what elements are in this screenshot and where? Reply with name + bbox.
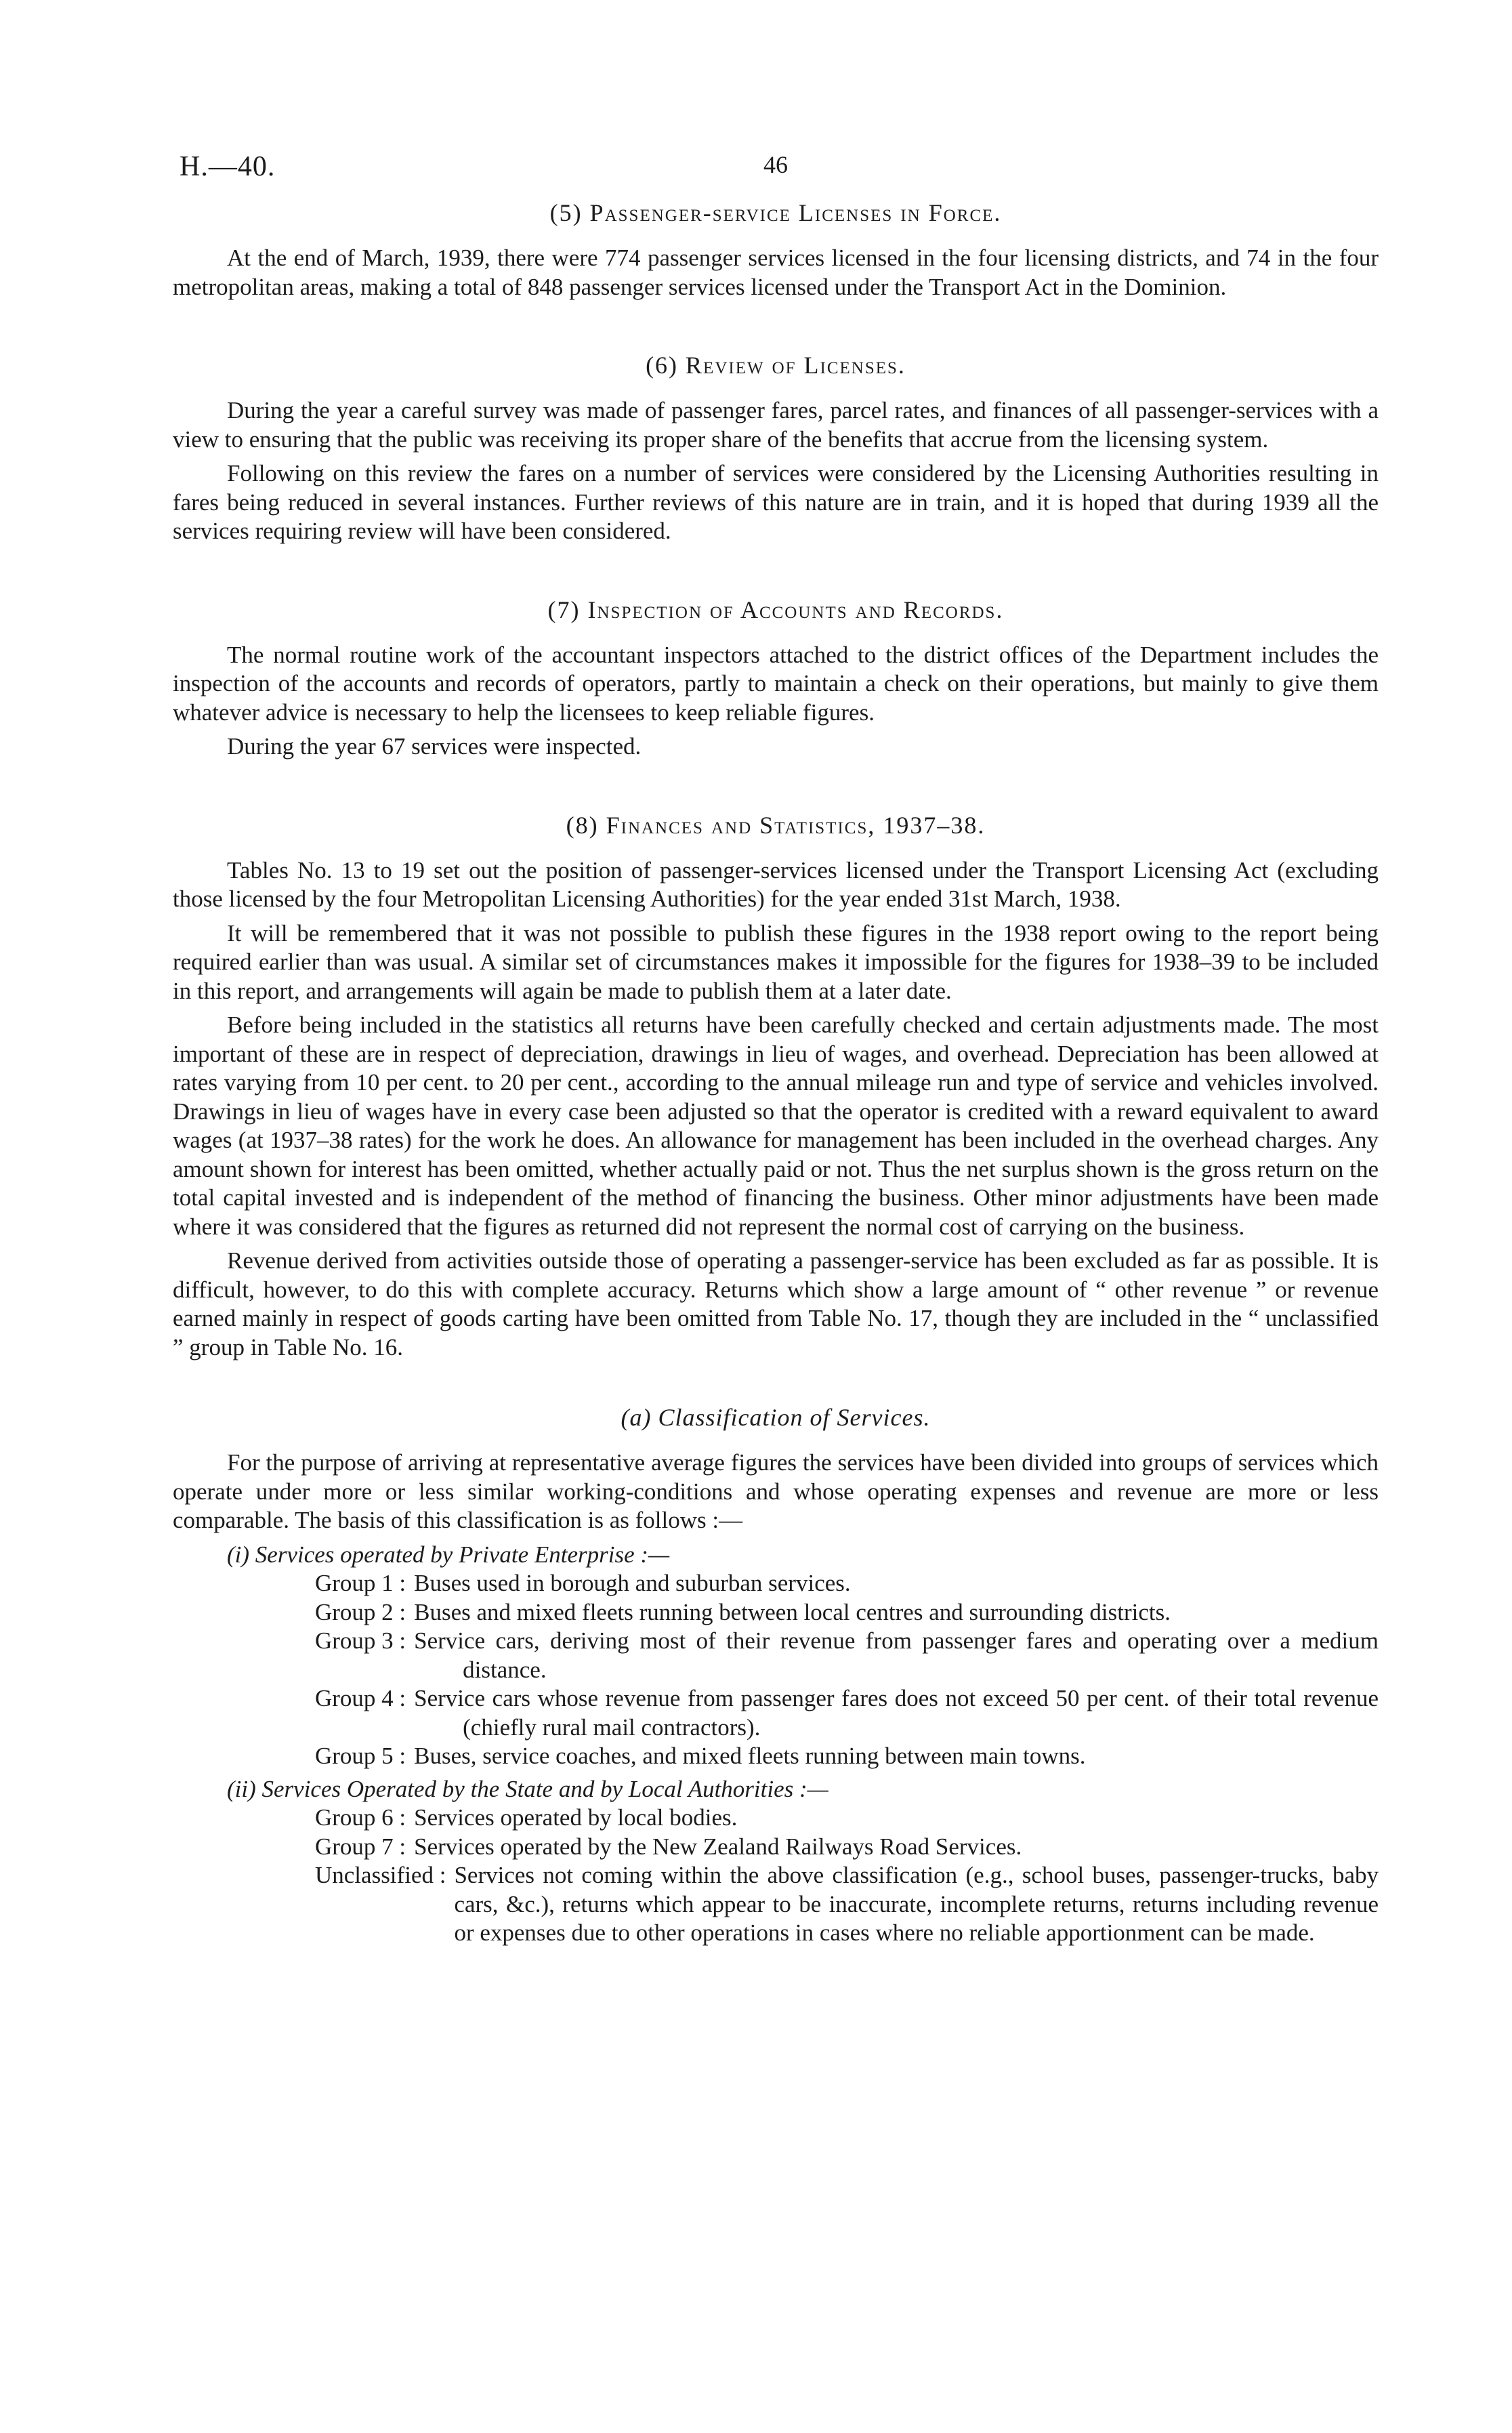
- subsection-heading: (a) Classification of Services.: [621, 1404, 931, 1431]
- group-label: Unclassified :: [315, 1862, 446, 1888]
- group-description: Buses and mixed fleets running between local centres and surrounding districts.: [414, 1598, 1171, 1625]
- group-label: Group 6 :: [315, 1804, 406, 1831]
- group-item: [315, 1598, 1379, 1627]
- group-label: Group 3 :: [315, 1627, 406, 1654]
- group-description: Services operated by local bodies.: [414, 1804, 738, 1831]
- paragraph: Following on this review the fares on a number of services were considered by the Licensing Authorities resulting in fares being reduced in several instances. Further reviews of this nature are in train, and it is hoped that during 1939 all the services requiring review will have been considered.: [173, 460, 1379, 544]
- section-heading: (5) Passenger-service Licenses in Force.: [549, 199, 1002, 226]
- section-classification-of-services: [173, 1401, 1379, 1948]
- document-page: [173, 136, 1379, 1948]
- category-title: (ii) Services Operated by the State and by Local Authorities :—: [227, 1775, 828, 1802]
- paragraph: It will be remembered that it was not possible to publish these figures in the 1938 report owing to the report being required earlier than was usual. A similar set of circumstances makes it impossible for the figures for 1938–39 to be included in this report, and arrangements will again be made to publish them at a later date.: [173, 919, 1379, 1004]
- paragraph: Tables No. 13 to 19 set out the position of passenger-services licensed under the Transport Licensing Act (excluding those licensed by the four Metropolitan Licensing Authorities) for the year ended 31st March, 1938.: [173, 856, 1379, 912]
- paragraph: For the purpose of arriving at representative average figures the services have been divided into groups of services which operate under more or less similar working-conditions and whose operating expenses and revenue are more or less comparable. The basis of this classification is as follows :—: [173, 1449, 1379, 1533]
- section-heading: (7) Inspection of Accounts and Records.: [547, 596, 1004, 623]
- paragraph: Revenue derived from activities outside those of operating a passenger-service has been excluded as far as possible. It is difficult, however, to do this with complete accuracy. Returns which show a large amount of “ other revenue ” or revenue earned mainly in respect of goods carting have been omitted from Table No. 17, though they are included in the “ unclassified ” group in Table No. 16.: [173, 1247, 1379, 1360]
- group-description: Services not coming within the above classification (e.g., school buses, passenger-trucks, baby cars, &c.), returns which appear to be inaccurate, incomplete returns, returns including revenue or expenses due to other operations in cases where no reliable apportionment can be made.: [454, 1862, 1379, 1946]
- group-description: Buses, service coaches, and mixed fleets running between main towns.: [414, 1743, 1086, 1769]
- section-finances-and-statistics: [173, 809, 1379, 1363]
- group-label: Group 2 :: [315, 1598, 406, 1625]
- page-number: 46: [763, 151, 788, 178]
- section-inspection-of-accounts: [173, 594, 1379, 762]
- section-heading: (8) Finances and Statistics, 1937–38.: [566, 811, 986, 839]
- group-description: Service cars, deriving most of their revenue from passenger fares and operating over a medium distance.: [414, 1627, 1379, 1683]
- paragraph: At the end of March, 1939, there were 774 passenger services licensed in the four licensing districts, and 74 in the four metropolitan areas, making a total of 848 passenger services licensed under the Transport Act in the Dominion.: [173, 245, 1379, 300]
- category-title: (i) Services operated by Private Enterprise :—: [227, 1541, 670, 1568]
- group-item: [315, 1684, 1379, 1742]
- group-item: [315, 1804, 1379, 1833]
- paragraph: Before being included in the statistics all returns have been carefully checked and certain adjustments made. The most important of these are in respect of depreciation, drawings in lieu of wages, and overhead. Depreciation has been allowed at rates varying from 10 per cent. to 20 per cent., according to the annual mileage run and type of service and vehicles involved. Drawings in lieu of wages have in every case been adjusted so that the operator is credited with a reward equivalent to award wages (at 1937–38 rates) for the work he does. An allowance for management has been included in the overhead charges. Any amount shown for interest has been omitted, whether actually paid or not. Thus the net surplus shown is the gross return on the total capital invested and is independent of the method of financing the business. Other minor adjustments have been made where it was considered that the figures as returned did not represent the normal cost of carrying on the business.: [173, 1012, 1379, 1240]
- group-label: Group 1 :: [315, 1570, 406, 1596]
- group-item: [315, 1569, 1379, 1598]
- section-review-of-licenses: [173, 349, 1379, 546]
- group-item: [315, 1742, 1379, 1771]
- paragraph: During the year a careful survey was made of passenger fares, parcel rates, and finances of all passenger-services with a view to ensuring that the public was receiving its proper share of the benefits that accrue from the licensing system.: [173, 397, 1379, 453]
- group-item: [315, 1861, 1379, 1948]
- group-description: Buses used in borough and suburban services.: [414, 1570, 851, 1596]
- group-item: [315, 1833, 1379, 1862]
- group-label: Group 7 :: [315, 1833, 406, 1860]
- paragraph: During the year 67 services were inspected.: [227, 733, 642, 760]
- section-passenger-service-licenses: [173, 196, 1379, 301]
- section-heading: (6) Review of Licenses.: [646, 352, 906, 379]
- paragraph: The normal routine work of the accountant inspectors attached to the district offices of the Department includes the inspection of the accounts and records of operators, partly to maintain a check on their operations, but mainly to give them whatever advice is necessary to help the licensees to keep reliable figures.: [173, 641, 1379, 726]
- group-description: Services operated by the New Zealand Railways Road Services.: [414, 1833, 1022, 1860]
- group-item: [315, 1627, 1379, 1684]
- group-description: Service cars whose revenue from passenger fares does not exceed 50 per cent. of their total revenue (chiefly rural mail contractors).: [414, 1685, 1379, 1741]
- page-header: [173, 136, 1379, 196]
- document-reference: H.—40.: [180, 151, 276, 182]
- group-label: Group 4 :: [315, 1685, 406, 1711]
- group-label: Group 5 :: [315, 1743, 406, 1769]
